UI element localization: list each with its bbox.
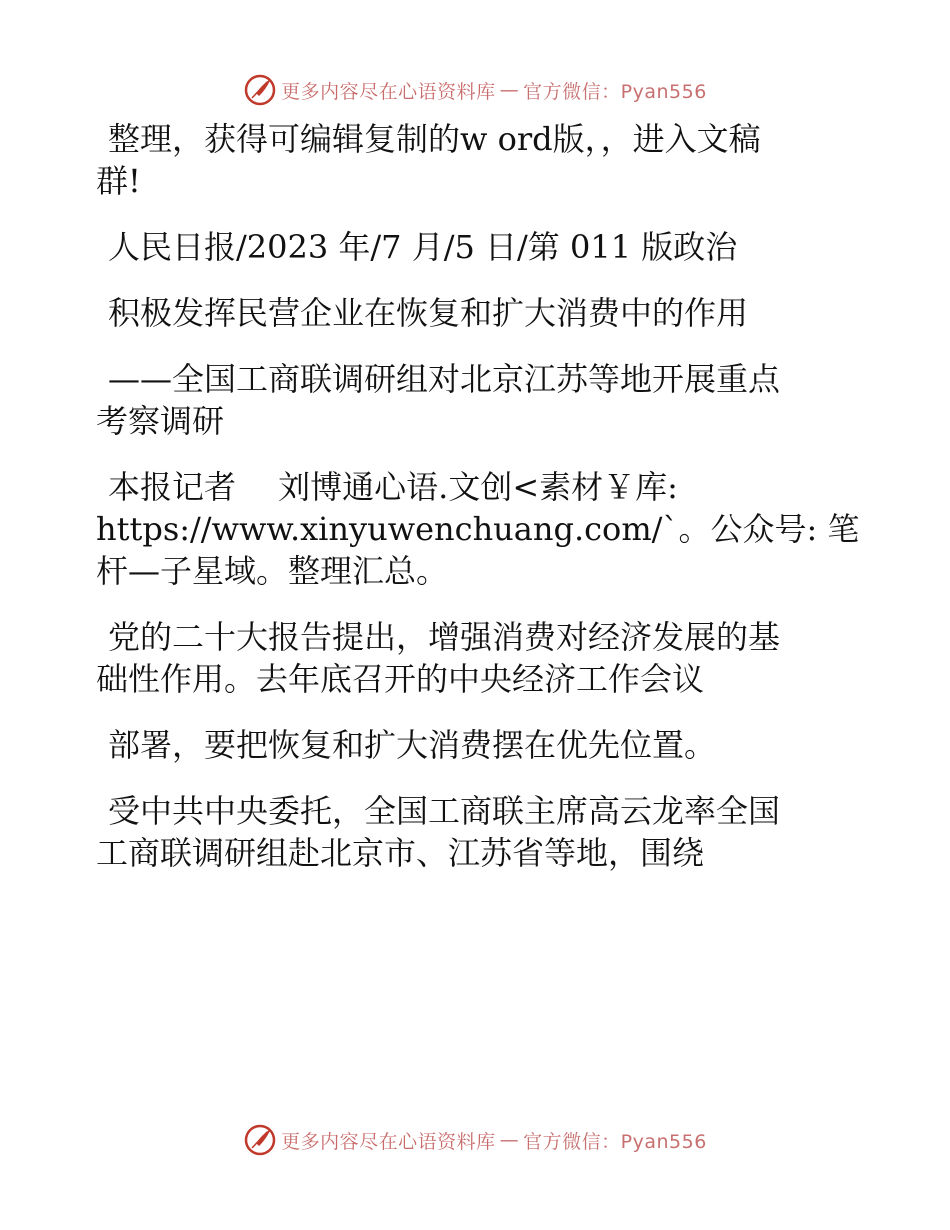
text-line: 人民日报/2023 年/7 月/5 日/第 011 版政治	[108, 228, 738, 266]
watermark-footer	[0, 1120, 950, 1160]
text-line: 础性作用。去年底召开的中央经济工作会议	[96, 660, 705, 698]
text-line: 杆—子星域。整理汇总。	[96, 552, 449, 590]
paragraph-body-3	[96, 790, 856, 874]
paragraph-source	[96, 226, 856, 268]
text-line: 考察调研	[96, 402, 225, 440]
paragraph-body-1	[96, 616, 856, 700]
text-line: 积极发挥民营企业在恢复和扩大消费中的作用	[108, 294, 749, 332]
watermark-wechat: 官方微信：Pyan556	[523, 1130, 707, 1153]
watermark-brand: 更多内容尽在心语资料库	[281, 80, 496, 103]
paragraph-body-2	[96, 724, 856, 766]
watermark-header	[0, 70, 950, 110]
watermark-brand: 更多内容尽在心语资料库	[281, 1130, 496, 1153]
text-line: 部署，要把恢复和扩大消费摆在优先位置。	[108, 726, 717, 764]
paragraph-intro	[96, 118, 856, 202]
text-line: ——全国工商联调研组对北京江苏等地开展重点	[108, 360, 781, 398]
text-line: 整理，获得可编辑复制的w ord版，，进入文稿	[108, 120, 761, 158]
document-body	[96, 118, 860, 898]
watermark-dash: —	[499, 79, 520, 101]
watermark-dash: —	[499, 1129, 520, 1151]
feather-pen-logo-icon	[243, 73, 277, 107]
text-line: https://www.xinyuwenchuang.com/`。公众号: 笔	[96, 510, 860, 548]
feather-pen-logo-icon	[243, 1123, 277, 1157]
text-line: 党的二十大报告提出，增强消费对经济发展的基	[108, 618, 781, 656]
text-line: 工商联调研组赴北京市、江苏省等地，围绕	[96, 834, 705, 872]
text-line: 群!	[96, 162, 141, 200]
text-line: 受中共中央委托，全国工商联主席高云龙率全国	[108, 792, 781, 830]
paragraph-byline	[96, 466, 860, 592]
watermark-wechat: 官方微信：Pyan556	[523, 80, 707, 103]
text-line: 本报记者 刘博通心语.文创<素材￥库:	[108, 468, 678, 506]
article-title	[96, 292, 856, 334]
article-subtitle	[96, 358, 856, 442]
